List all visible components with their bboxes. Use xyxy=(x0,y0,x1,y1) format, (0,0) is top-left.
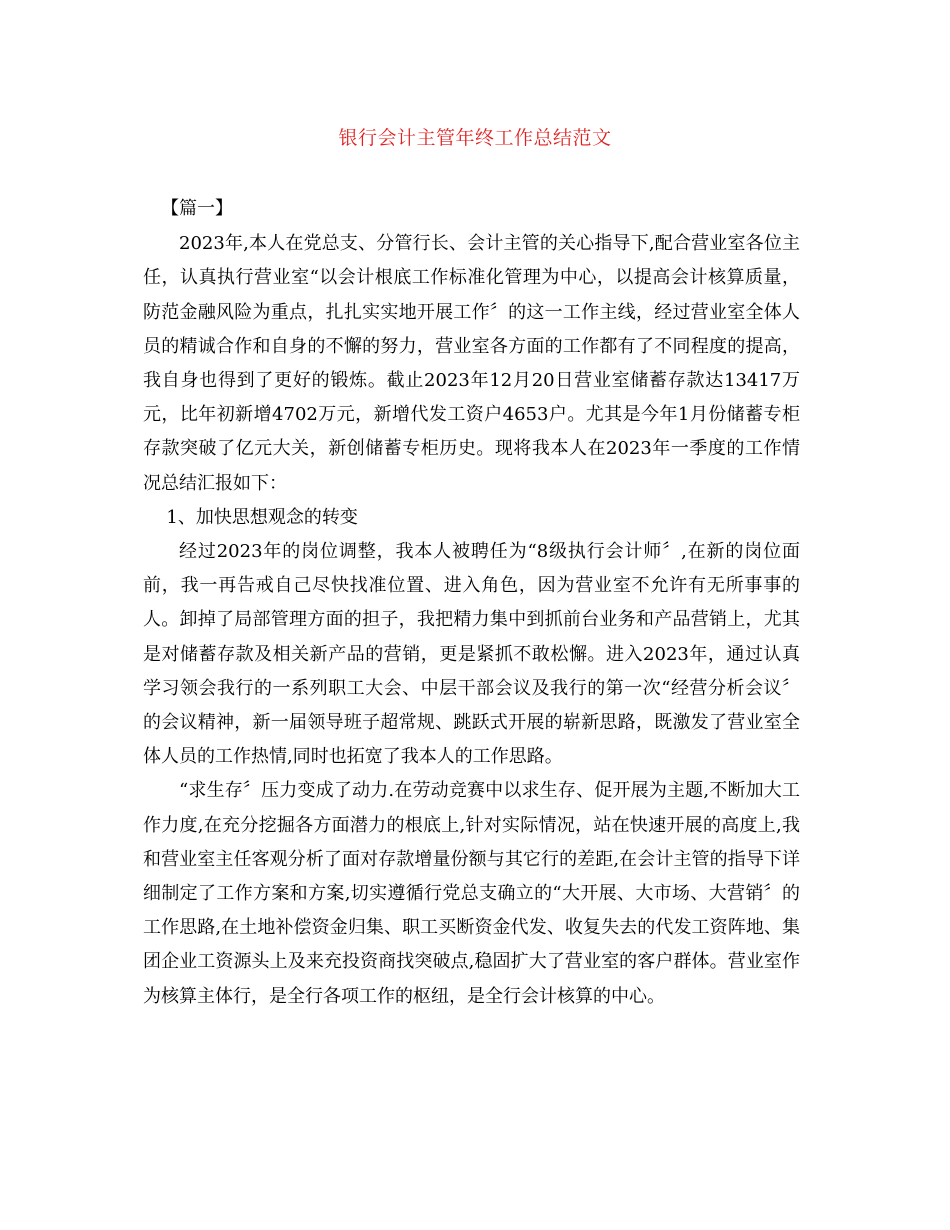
section-label: 【篇一】 xyxy=(161,198,233,219)
page-title: 银行会计主管年终工作总结范文 xyxy=(338,127,612,149)
item-heading-1: 1、加快思想观念的转变 xyxy=(166,506,358,528)
body-paragraph-2: “求生存〞压力变成了动力.在劳动竞赛中以求生存、促开展为主题,不断加大工作力度,在充分挖掘各方面潜力的根底上,针对实际情况，站在快速开展的高度上,我和营业室主任客观分析了面对存款增量份额与其它行的差距,在会计主管的指导下详细制定了工作方案和方案,切实遵循行党总支确立的“大开展、大市场、大营销〞的工作思路,在土地补偿资金归集、职工买断资金代发、收复失去的代发工资阵地、集团企业工资源头上及来充投资商找突破点,稳固扩大了营业室的客户群体。营业室作为核算主体行，是全行各项工作的枢纽，是全行会计核算的中心。 xyxy=(143,780,800,1007)
body-paragraph-1: 经过2023年的岗位调整，我本人被聘任为“8级执行会计师〞,在新的岗位面前，我一再告戒自己尽快找准位置、进入角色，因为营业室不允许有无所事事的人。卸掉了局部管理方面的担子，我把精力集中到抓前台业务和产品营销上，尤其是对储蓄存款及相关新产品的营销，更是紧抓不敢松懈。进入2023年，通过认真学习领会我行的一系列职工大会、中层干部会议及我行的第一次“经营分析会议〞的会议精神，新一届领导班子超常规、跳跃式开展的崭新思路，既激发了营业室全体人员的工作热情,同时也拓宽了我本人的工作思路。 xyxy=(143,541,800,768)
intro-paragraph: 2023年,本人在党总支、分管行长、会计主管的关心指导下,配合营业室各位主任，认真执行营业室“以会计根底工作标准化管理为中心，以提高会计核算质量，防范金融风险为重点，扎扎实实地开展工作〞的这一工作主线，经过营业室全体人员的精诚合作和自身的不懈的努力，营业室各方面的工作都有了不同程度的提高，我自身也得到了更好的锻炼。截止2023年12月20日营业室储蓄存款达13417万元，比年初新增4702万元，新增代发工资户4653户。尤其是今年1月份储蓄专柜存款突破了亿元大关，新创储蓄专柜历史。现将我本人在2023年一季度的工作情况总结汇报如下： xyxy=(143,233,800,494)
document-body xyxy=(143,192,800,1014)
